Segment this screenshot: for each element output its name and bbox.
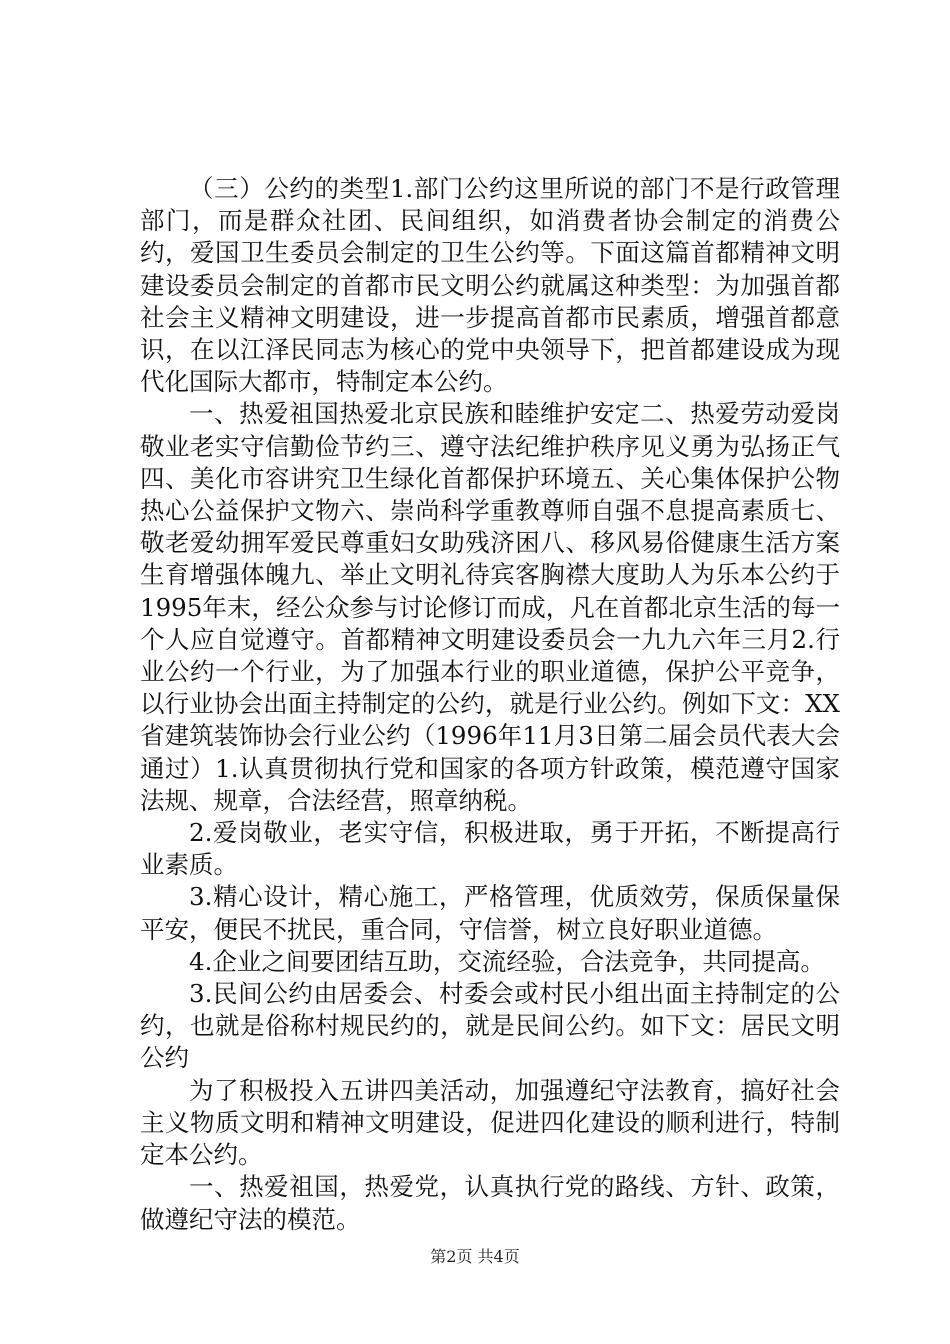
paragraph-item-4: 4.企业之间要团结互助，交流经验，合法竞争，共同提高。 [189, 946, 825, 976]
document-body [140, 173, 840, 1236]
page-number-footer: 第2页 共4页 [430, 1247, 520, 1266]
paragraph-item-2: 2.爱岗敬业，老实守信，积极进取，勇于开拓，不断提高行业素质。 [140, 818, 840, 880]
paragraph-resident-preamble: 为了积极投入五讲四美活动，加强遵纪守法教育，搞好社会主义物质文明和精神文明建设，促进四化建设的顺利进行，特制定本公约。 [140, 1075, 840, 1170]
paragraph-resident-item-1: 一、热爱祖国，热爱党，认真执行党的路线、方针、政策，做遵纪守法的模范。 [140, 1172, 840, 1234]
paragraph-item-3: 3.精心设计，精心施工，严格管理，优质效劳，保质保量保平安，便民不扰民，重合同，守信誉，树立良好职业道德。 [140, 882, 840, 944]
paragraph-capital-convention: 一、热爱祖国热爱北京民族和睦维护安定二、热爱劳动爱岗敬业老实守信勤俭节约三、遵守法纪维护秩序见义勇为弘扬正气四、美化市容讲究卫生绿化首都保护环境五、关心集体保护公物热心公益保护文物六、崇尚科学重教尊师自强不息提高素质七、敬老爱幼拥军爱民尊重妇女助残济困八、移风易俗健康生活方案生育增强体魄九、举止文明礼待宾客胸襟大度助人为乐本公约于1995年末，经公众参与讨论修订而成，凡在首都北京生活的每一个人应自觉遵守。首都精神文明建设委员会一九九六年三月2.行业公约一个行业，为了加强本行业的职业道德，保护公平竞争，以行业协会出面主持制定的公约，就是行业公约。例如下文：XX省建筑装饰协会行业公约（1996年11月3日第二届会员代表大会通过）1.认真贯彻执行党和国家的各项方针政策，模范遵守国家法规、规章，合法经营，照章纳税。 [140, 399, 840, 815]
paragraph-civil-convention: 3.民间公约由居委会、村委会或村民小组出面主持制定的公约，也就是俗称村规民约的，就是民间公约。如下文：居民文明公约 [140, 979, 840, 1073]
paragraph-types-intro: （三）公约的类型1.部门公约这里所说的部门不是行政管理部门，而是群众社团、民间组织，如消费者协会制定的消费公约，爱国卫生委员会制定的卫生公约等。下面这篇首都精神文明建设委员会制定的首都市民文明公约就属这种类型：为加强首都社会主义精神文明建设，进一步提高首都市民素质，增强首都意识，在以江泽民同志为核心的党中央领导下，把首都建设成为现代化国际大都市，特制定本公约。 [140, 174, 840, 397]
